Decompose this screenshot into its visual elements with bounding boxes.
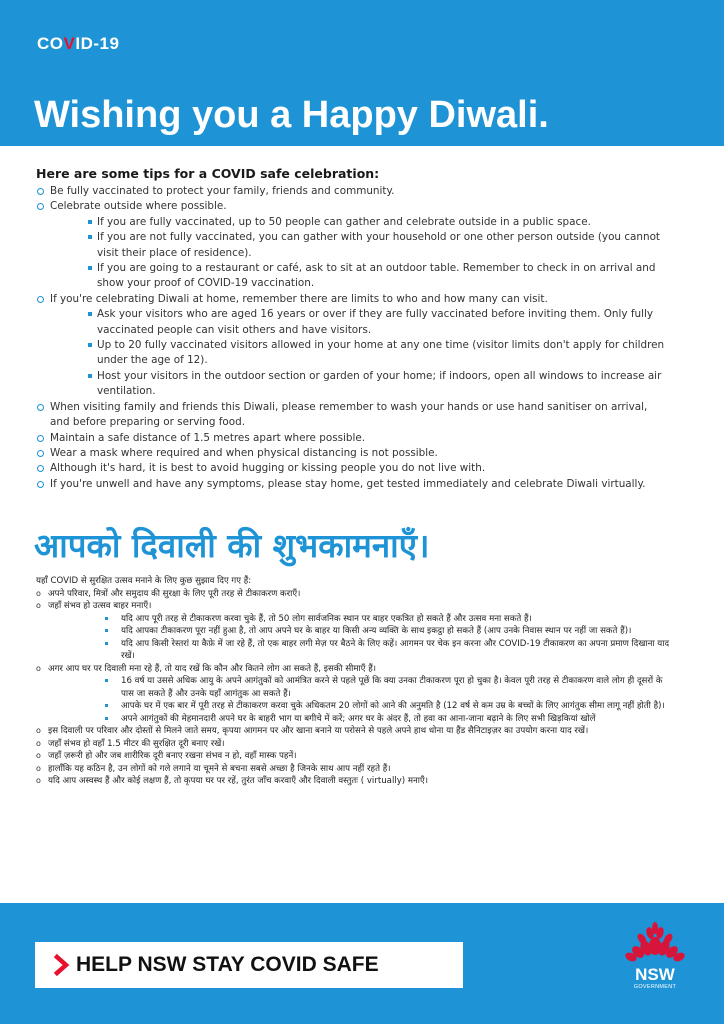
hindi-tip [36,775,676,788]
english-tip-text: Be fully vaccinated to protect your family, friends and community. [50,185,395,197]
hindi-tip-text: हालाँकि यह कठिन है, उन लोगों को गले लगाने या चूमने से बचना सबसे अच्छा है जिनके साथ आप नहीं रहते हैं। [48,763,391,774]
hindi-tips-intro: यहाँ COVID से सुरक्षित उत्सव मनाने के लिए कुछ सुझाव दिए गए हैं: [36,576,252,586]
hindi-tip-text: यदि आप अस्वस्थ हैं और कोई लक्षण हैं, तो कृपया घर पर रहें, तुरंत जाँच करवाएँ और दिवाली वस्तुतः ( virtually) मनाएँ। [48,776,429,786]
hindi-tip-text: इस दिवाली पर परिवार और दोस्तों से मिलने जाते समय, कृपया आगमन पर और खाना बनाने या परोसने से पहले अपने हाथ धोना या हैंड सैनिटाइज़र का उपयोग करना याद रखें। [48,726,589,736]
english-subtip: Ask your visitors who are aged 16 years or over if they are fully vaccinated before inviting them. Only fully vaccinated people can visit others and have visitors. [88,307,666,338]
hindi-tip-text: जहाँ संभव हो वहाँ 1.5 मीटर की सुरक्षित दूरी बनाए रखें। [48,738,225,749]
cta-text: HELP NSW STAY COVID SAFE [76,953,379,976]
header-banner [0,0,724,146]
nsw-waratah-icon [620,920,690,966]
covid-19-logo [37,34,119,54]
hindi-tips-section [36,575,676,788]
cta-banner [35,942,463,988]
hindi-tip [36,588,676,601]
hindi-subtip: 16 वर्ष या उससे अधिक आयु के अपने आगंतुकों को आमंत्रित करने से पहले पूछें कि क्या उनका टीकाकरण पूरा हो चुका है। केवल पूरी तरह से टीकाकरण वाले लोग ही दूसरों के पास जा सकते हैं और उनके यहाँ आगंतुक आ सकते हैं। [105,675,676,700]
english-tip-text: Celebrate outside where possible. [50,200,227,213]
hindi-subtips [48,613,676,663]
hindi-tips-list [36,588,676,788]
hindi-tip [36,763,676,776]
english-tip [36,184,666,199]
english-subtip: Host your visitors in the outdoor section or garden of your home; if indoors, open all windows to increase air ventilation. [88,369,666,400]
english-tip-text: When visiting family and friends this Diwali, please remember to wash your hands or use hand sanitiser on arrival, and before preparing or serving food. [50,400,648,429]
hindi-tip-text: जहाँ संभव हो उत्सव बाहर मनाएँ। [48,601,152,611]
english-tip [36,477,666,492]
hindi-tip-text: अगर आप घर पर दिवाली मना रहे हैं, तो याद रखें कि कौन और कितने लोग आ सकते हैं, इसकी सीमाएँ हैं। [48,663,377,674]
english-tip-text: If you're unwell and have any symptoms, please stay home, get tested immediately and celebrate Diwali virtually. [50,477,646,490]
hindi-tip-text: अपने परिवार, मित्रों और समुदाय की सुरक्षा के लिए पूरी तरह से टीकाकरण कराएँ। [48,588,301,599]
brand-accent: V [63,34,76,53]
english-tip [36,199,666,291]
nsw-wordmark: NSW [635,965,675,984]
english-tips-heading: Here are some tips for a COVID safe celebration: [36,166,380,181]
english-tip-text: Wear a mask where required and when physical distancing is not possible. [50,446,438,459]
english-subtips [50,307,666,399]
hindi-tip [36,663,676,726]
english-tip [36,446,666,461]
english-tip [36,461,666,476]
hindi-subtip: अपने आगंतुकों की मेहमानदारी अपने घर के बाहरी भाग या बगीचे में करें; अगर घर के अंदर हैं, तो हवा का आना-जाना बढ़ाने के लिए सभी खिड़कियां खोलें [105,713,676,726]
hindi-subtips [48,675,676,725]
hindi-tip [36,738,676,751]
english-tip [36,292,666,400]
english-tip-text: Maintain a safe distance of 1.5 metres apart where possible. [50,431,366,444]
english-tip-text: If you're celebrating Diwali at home, remember there are limits to who and how many can visit. [50,292,548,305]
hindi-title: आपको दिवाली की शुभकामनाएँ। [34,526,430,565]
english-subtip: If you are going to a restaurant or café, ask to sit at an outdoor table. Remember to check in on arrival and show your proof of COVID-19 vaccination. [88,261,666,292]
english-subtip: If you are fully vaccinated, up to 50 people can gather and celebrate outside in a public space. [88,215,666,230]
english-tip [36,431,666,446]
hindi-subtip: यदि आप पूरी तरह से टीकाकरण करवा चुके हैं, तो 50 लोग सार्वजनिक स्थान पर बाहर एकत्रित हो सकते हैं और उत्सव मना सकते हैं। [105,613,676,626]
english-tip-text: Although it's hard, it is best to avoid hugging or kissing people you do not live with. [50,462,486,475]
nsw-government-logo [620,920,690,996]
brand-prefix: CO [37,34,64,53]
hindi-tip [36,725,676,738]
english-subtip: If you are not fully vaccinated, you can gather with your household or one other person outside (you cannot visit their place of residence). [88,230,666,261]
page-title: Wishing you a Happy Diwali. [34,94,549,136]
hindi-tip-text: जहाँ ज़रूरी हो और जब शारीरिक दूरी बनाए रखना संभव न हो, वहाँ मास्क पहनें। [48,751,297,761]
hindi-tip [36,600,676,663]
cta-arrow-icon [54,954,70,976]
hindi-subtip: आपके घर में एक बार में पूरी तरह से टीकाकरण करवा चुके अधिकतम 20 लोगों को आने की अनुमति है (12 वर्ष से कम उम्र के बच्चों के लिए आगंतुक सीमा लागू नहीं होती है)। [105,700,676,713]
hindi-tip [36,750,676,763]
nsw-government-label: GOVERNMENT [633,984,677,990]
english-subtip: Up to 20 fully vaccinated visitors allowed in your home at any one time (visitor limits don't apply for children under the age of 12). [88,338,666,369]
english-tips-list [36,184,666,492]
hindi-subtip: यदि आपका टीकाकरण पूरा नहीं हुआ है, तो आप अपने घर के बाहर या किसी अन्य व्यक्ति के साथ इकट्ठा हो सकते हैं (आप उनके निवास स्थान पर नहीं जा सकते हैं)। [105,625,676,638]
brand-suffix: ID-19 [75,34,120,53]
hindi-subtip: यदि आप किसी रेस्तरां या कैफ़े में जा रहे हैं, तो एक बाहर लगी मेज़ पर बैठने के लिए कहें। आगमन पर चेक इन करना और COVID-19 टीकाकरण का अपना प्रमाण दिखाना याद रखें। [105,638,676,663]
english-tips-section [36,165,666,492]
english-tip [36,400,666,431]
english-subtips [50,215,666,292]
